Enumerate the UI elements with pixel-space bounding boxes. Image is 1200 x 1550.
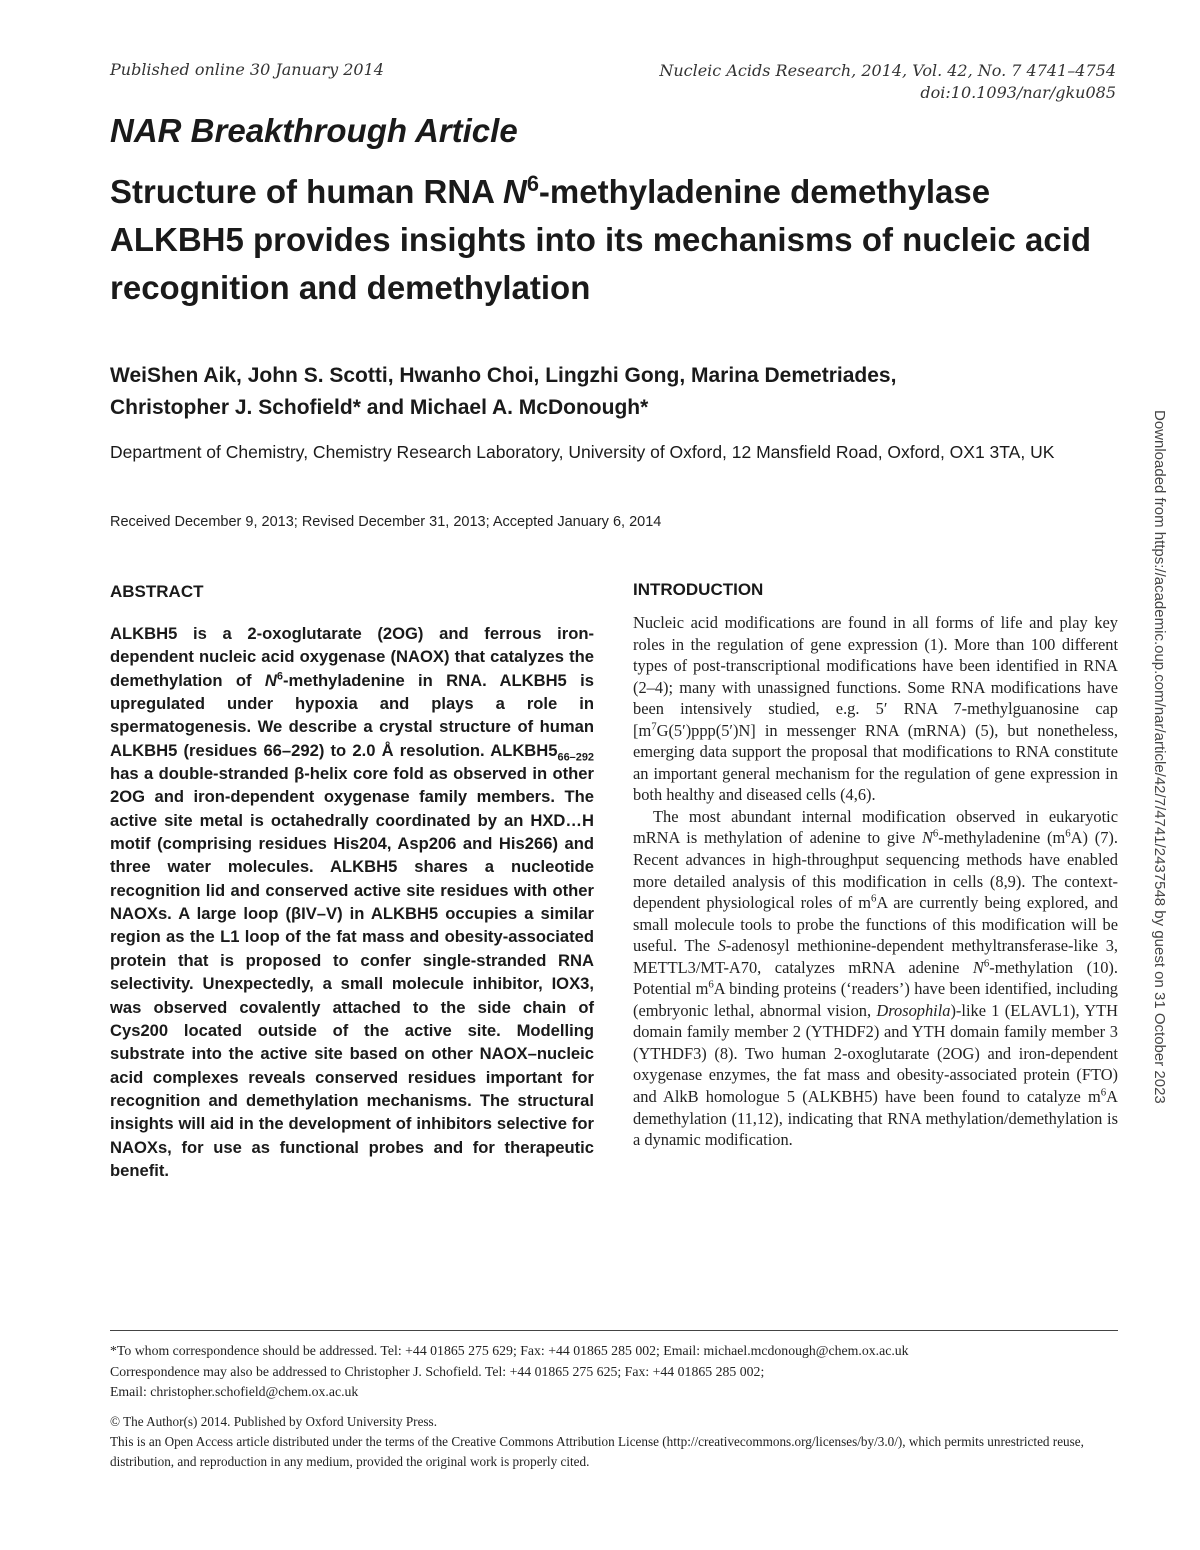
intro-p2-c: A) (7). Recent advances in high-throughput sequencing methods have enabled more detailed analysis of this modification in cells (8,9). The context-dependent physiological roles of m bbox=[633, 828, 1118, 913]
title-post: -methyladenine demethylase ALKBH5 provides insights into its mechanisms of nucleic acid recognition and demethylation bbox=[110, 173, 1092, 306]
intro-p1-a: Nucleic acid modifications are found in all forms of life and play key roles in the regulation of gene expression (1). More than 100 different types of post-transcriptional modifications have been identified in RNA (2–4); many with unassigned functions. Some RNA modifications have been intensively studied, e.g. 5′ RNA 7-methylguanosine cap [m bbox=[633, 613, 1118, 740]
intro-p1-b: G(5′)ppp(5′)N] in messenger RNA (mRNA) (5), but nonetheless, emerging data support the proposal that modifications to RNA constitute an important general mechanism for the regulation of gene expression in both healthy and diseased cells (4,6). bbox=[633, 720, 1118, 805]
intro-p2-n: N bbox=[921, 828, 933, 848]
introduction-heading: INTRODUCTION bbox=[633, 580, 764, 599]
introduction-body bbox=[633, 612, 1118, 1151]
received-dates: Received December 9, 2013; Revised December 31, 2013; Accepted January 6, 2014 bbox=[110, 514, 662, 530]
footnote-line-3: Email: christopher.schofield@chem.ox.ac.uk bbox=[110, 1384, 359, 1399]
abstract-sup: 6 bbox=[276, 670, 283, 683]
intro-p2-s: S bbox=[717, 936, 726, 956]
title-n: N bbox=[502, 173, 527, 210]
intro-p2-sup5: 6 bbox=[708, 978, 714, 991]
intro-p2-g: A binding proteins (‘readers’) have been identified, including (embryonic lethal, abnormal vision, bbox=[633, 979, 1118, 1020]
license-text: This is an Open Access article distributed under the terms of the Creative Commons Attribution License (http://creativecommons.org/licenses/by/3.0/), which permits unrestricted reuse, distribution, and reproduction in any medium, provided the original work is properly cited. bbox=[110, 1434, 1084, 1469]
journal-info: Nucleic Acids Research, 2014, Vol. 42, No. 7 4741–4754 bbox=[659, 61, 1116, 80]
title-sup: 6 bbox=[526, 171, 539, 196]
article-type: NAR Breakthrough Article bbox=[110, 112, 518, 149]
license-notice bbox=[110, 1412, 1120, 1472]
intro-p2-sup3: 6 bbox=[870, 892, 877, 905]
authors-line-2: Christopher J. Schofield* and Michael A. McDonough* bbox=[110, 396, 649, 419]
footnote-line-2: Correspondence may also be addressed to Christopher J. Schofield. Tel: +44 01865 275 625; Fax: +44 01865 285 002; bbox=[110, 1363, 765, 1379]
intro-p2-drosophila: Drosophila bbox=[876, 1000, 951, 1020]
intro-p2-n2: N bbox=[972, 957, 984, 977]
intro-p2-e: -adenosyl methionine-dependent methyltransferase-like 3, METTL3/MT-A70, catalyzes mRNA adenine bbox=[633, 936, 1118, 977]
intro-paragraph-2 bbox=[633, 806, 1118, 1151]
article-title bbox=[110, 168, 1100, 312]
correspondence-footnote bbox=[110, 1341, 1120, 1403]
abstract-body bbox=[110, 622, 594, 1182]
abstract-sub: 66–292 bbox=[557, 751, 594, 764]
intro-paragraph-1 bbox=[633, 612, 1118, 806]
author-list bbox=[110, 360, 1100, 424]
footnote-rule bbox=[110, 1330, 1118, 1331]
copyright-line: © The Author(s) 2014. Published by Oxford University Press. bbox=[110, 1414, 437, 1429]
intro-p2-sup2: 6 bbox=[1065, 828, 1071, 840]
footnote-line-1: *To whom correspondence should be addressed. Tel: +44 01865 275 629; Fax: +44 01865 285 002; Email: michael.mcdonough@chem.ox.ac.uk bbox=[110, 1343, 909, 1358]
affiliation: Department of Chemistry, Chemistry Research Laboratory, University of Oxford, 12 Mansfield Road, Oxford, OX1 3TA, UK bbox=[110, 442, 1055, 462]
journal-citation bbox=[659, 60, 1116, 104]
intro-p2-i: A demethylation (11,12), indicating that RNA methylation/demethylation is a dynamic modification. bbox=[633, 1087, 1118, 1150]
abstract-n: N bbox=[264, 670, 277, 690]
abstract-part-3: has a double-stranded β-helix core fold as observed in other 2OG and iron-dependent oxygenase family members. The active site metal is octahedrally coordinated by an HXD…H motif (comprising residues His204, Asp206 and His266) and three water molecules. ALKBH5 shares a nucleotide recognition lid and conserved active site residues with other NAOXs. A large loop (βIV–V) in ALKBH5 occupies a similar region as the L1 loop of the fat mass and obesity-associated protein that is proposed to confer single-stranded RNA selectivity. Unexpectedly, a small molecule inhibitor, IOX3, was observed covalently attached to the side chain of Cys200 located outside of the active site. Modelling substrate into the active site based on other NAOX–nucleic acid complexes reveals conserved residues important for recognition and demethylation mechanisms. The structural insights will aid in the development of inhibitors selective for NAOXs, for use as functional probes and for therapeutic benefit. bbox=[110, 764, 594, 1180]
abstract-part-1: ALKBH5 is a 2-oxoglutarate (2OG) and ferrous iron-dependent nucleic acid oxygenase (NAOX) that catalyzes the demethylation of bbox=[110, 624, 594, 690]
authors-line-1: WeiShen Aik, John S. Scotti, Hwanho Choi, Lingzhi Gong, Marina Demetriades, bbox=[110, 364, 897, 387]
intro-p2-a: The most abundant internal modification observed in eukaryotic mRNA is methylation of adenine to give bbox=[633, 806, 1118, 848]
intro-p2-b: -methyladenine (m bbox=[938, 828, 1066, 848]
abstract-part-2: -methyladenine in RNA. ALKBH5 is upregulated under hypoxia and plays a role in spermatogenesis. We describe a crystal structure of human ALKBH5 (residues 66–292) to 2.0 Å resolution. ALKBH5 bbox=[110, 670, 594, 760]
intro-p1-sup: 7 bbox=[651, 720, 657, 733]
intro-p2-sup4: 6 bbox=[983, 957, 990, 970]
download-watermark: Downloaded from https://academic.oup.com/nar/article/42/7/4741/2437548 by guest on 31 October 2023 bbox=[1151, 410, 1168, 1104]
published-date: Published online 30 January 2014 bbox=[110, 60, 384, 79]
intro-p2-sup: 6 bbox=[932, 828, 939, 840]
intro-p2-sup6: 6 bbox=[1100, 1086, 1107, 1099]
doi-link[interactable]: doi:10.1093/nar/gku085 bbox=[920, 83, 1116, 102]
title-pre: Structure of human RNA bbox=[110, 173, 503, 210]
intro-p2-h: )-like 1 (ELAVL1), YTH domain family member 2 (YTHDF2) and YTH domain family member 3 (YTHDF3) (8). Two human 2-oxoglutarate (2OG) and iron-dependent oxygenase enzymes, the fat mass and obesity-associated protein (FTO) and AlkB homologue 5 (ALKBH5) have been found to catalyze m bbox=[633, 1000, 1118, 1107]
intro-p2-f: -methylation (10). Potential m bbox=[633, 957, 1118, 999]
intro-p2-d: A are currently being explored, and small molecule tools to probe the functions of this modification will be useful. The bbox=[633, 893, 1118, 956]
abstract-heading: ABSTRACT bbox=[110, 582, 204, 601]
